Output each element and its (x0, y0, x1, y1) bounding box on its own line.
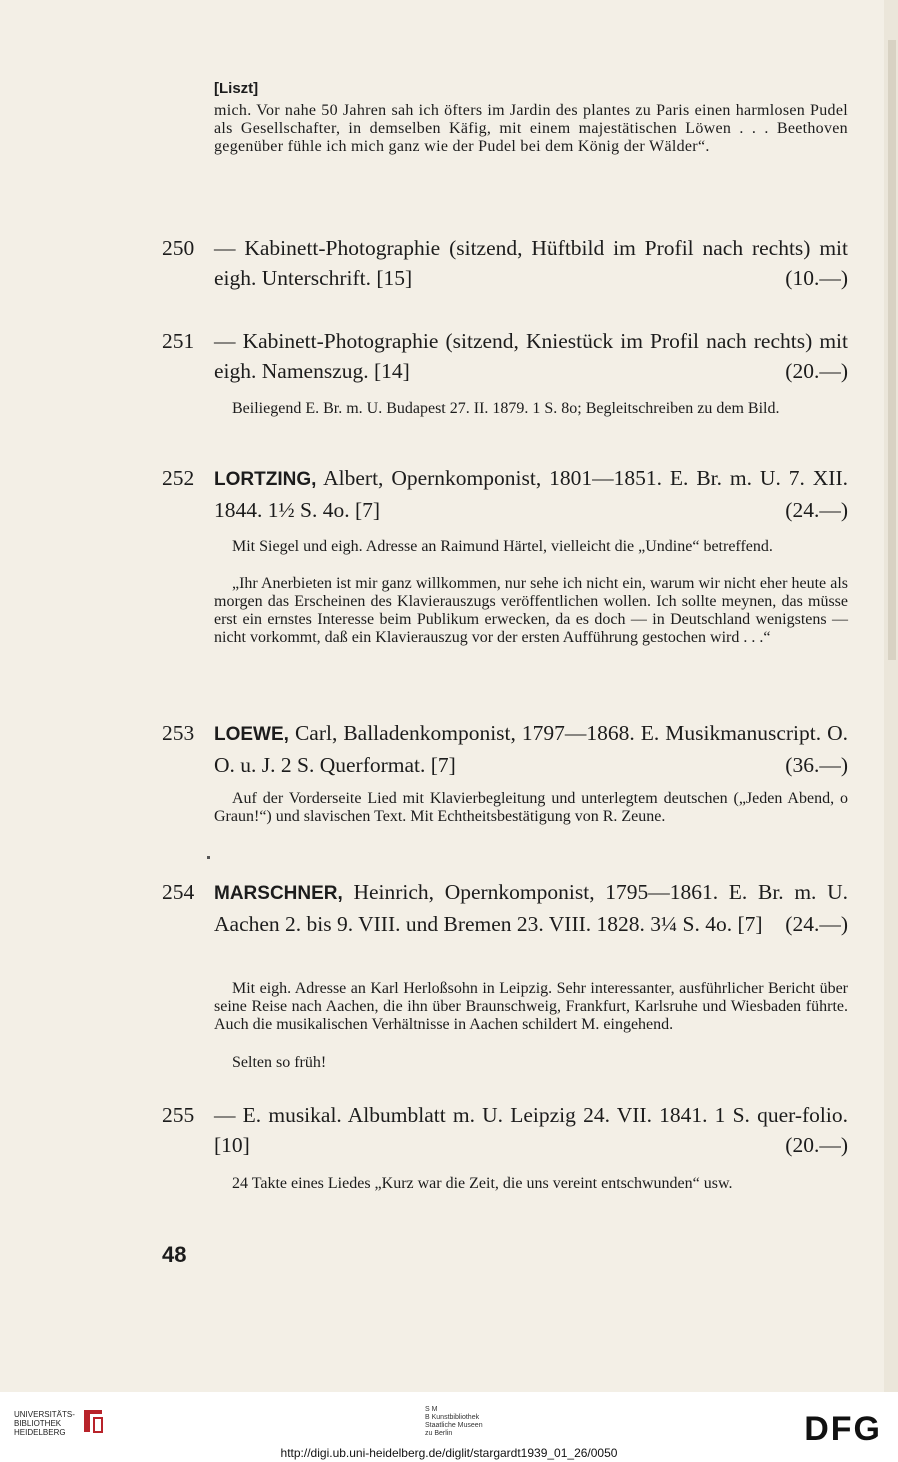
entry-price: (20.—) (785, 1133, 848, 1157)
entry-note: Mit eigh. Adresse an Karl Herloßsohn in Leipzig. Sehr interessanter, ausführlicher Bericht über seine Reise nach Aachen, die ihn über Braunschweig, Frankfurt, Karlsruhe und Wiesbaden führte. Auch die musikalischen Verhältnisse in Aachen schildert M. eingehend. (214, 980, 848, 1033)
entry-252 (162, 463, 848, 525)
entry-note: Mit Siegel und eigh. Adresse an Raimund Härtel, vielleicht die „Undine“ betreffend. (232, 538, 773, 555)
entry-price: (36.—) (785, 753, 848, 777)
entry-note: Auf der Vorderseite Lied mit Klavierbegleitung und unterlegtem deutschen („Jeden Abend, o Graun!“) und slavischen Text. Mit Echtheitsbestätigung von R. Zeune. (214, 790, 848, 825)
page-edge (884, 0, 898, 1392)
entry-text: Heinrich, Opernkomponist, 1795—1861. E. Br. m. U. Aachen 2. bis 9. VIII. und Bremen 23. VIII. 1828. 3¼ S. 4o. [7] (214, 880, 848, 936)
entry-text: Albert, Opernkomponist, 1801—1851. E. Br. m. U. 7. XII. 1844. 1½ S. 4o. [7] (214, 466, 848, 522)
footer (0, 1392, 898, 1462)
entry-255 (162, 1100, 848, 1160)
entry-name: LORTZING, (214, 469, 317, 490)
entry-text: Carl, Balladenkomponist, 1797—1868. E. Musikmanuscript. O. O. u. J. 2 S. Querformat. [7] (214, 721, 848, 777)
entry-number: 255 (162, 1103, 195, 1127)
entry-number: 251 (162, 329, 195, 353)
entry-number: 250 (162, 236, 195, 260)
entry-251 (162, 326, 848, 386)
quote-top: mich. Vor nahe 50 Jahren sah ich öfters im Jardin des plantes zu Paris einen harmlosen Pudel als Gesellschafter, in demselben Käfig, mit einem majestätischen Löwen . . . Beethoven gegenüber fühle ich mich ganz wie der Pudel bei dem König der Wälder“. (214, 102, 848, 155)
entry-name: MARSCHNER, (214, 883, 343, 904)
entry-note: 24 Takte eines Liedes „Kurz war die Zeit, die uns vereint entschwunden“ usw. (232, 1175, 733, 1192)
page-number: 48 (162, 1242, 187, 1267)
entry-number: 254 (162, 880, 195, 904)
entry-note: Beiliegend E. Br. m. U. Budapest 27. II. 1879. 1 S. 8o; Begleitschreiben zu dem Bild. (232, 400, 780, 417)
museum-stamp: S M B Kunstbibliothek Staatliche Museen zu Berlin (425, 1406, 483, 1437)
entry-quote: „Ihr Anerbieten ist mir ganz willkommen, nur sehe ich nicht ein, warum wir nicht eher heute als morgen das Erscheinen des Klavierauszugs veröffentlichen wollen. Ich sollte meynen, das müsse erst ein ernstes Interesse beim Publikum erwecken, da es doch — in Deutschland wenigstens — nicht vorkommt, daß ein Klavierauszug vor der ersten Aufführung gestochen wird . . .“ (214, 575, 848, 646)
entry-253 (162, 718, 848, 780)
entry-250 (162, 233, 848, 293)
entry-number: 253 (162, 721, 195, 745)
entry-254 (162, 877, 848, 939)
library-name: UNIVERSITÄTS- BIBLIOTHEK HEIDELBERG (14, 1410, 75, 1437)
edge-tab (888, 40, 896, 660)
entry-price: (24.—) (785, 912, 848, 936)
entry-number: 252 (162, 466, 195, 490)
entry-price: (10.—) (785, 266, 848, 290)
dfg-logo: DFG (804, 1410, 882, 1448)
library-logo-icon (80, 1406, 106, 1436)
entry-text: — Kabinett-Photographie (sitzend, Kniestück im Profil nach rechts) mit eigh. Namenszug. [14] (214, 329, 848, 383)
entry-text: — Kabinett-Photographie (sitzend, Hüftbild im Profil nach rechts) mit eigh. Unterschrift. [15] (214, 236, 848, 290)
entry-text: — E. musikal. Albumblatt m. U. Leipzig 24. VII. 1841. 1 S. quer-folio. [10] (214, 1103, 848, 1157)
running-head: [Liszt] (214, 80, 259, 97)
entry-price: (20.—) (785, 359, 848, 383)
entry-price: (24.—) (785, 498, 848, 522)
entry-note-2: Selten so früh! (232, 1054, 327, 1071)
entry-name: LOEWE, (214, 724, 289, 745)
source-url[interactable]: http://digi.ub.uni-heidelberg.de/diglit/stargardt1939_01_26/0050 (280, 1446, 618, 1460)
scan-speck (207, 856, 210, 859)
